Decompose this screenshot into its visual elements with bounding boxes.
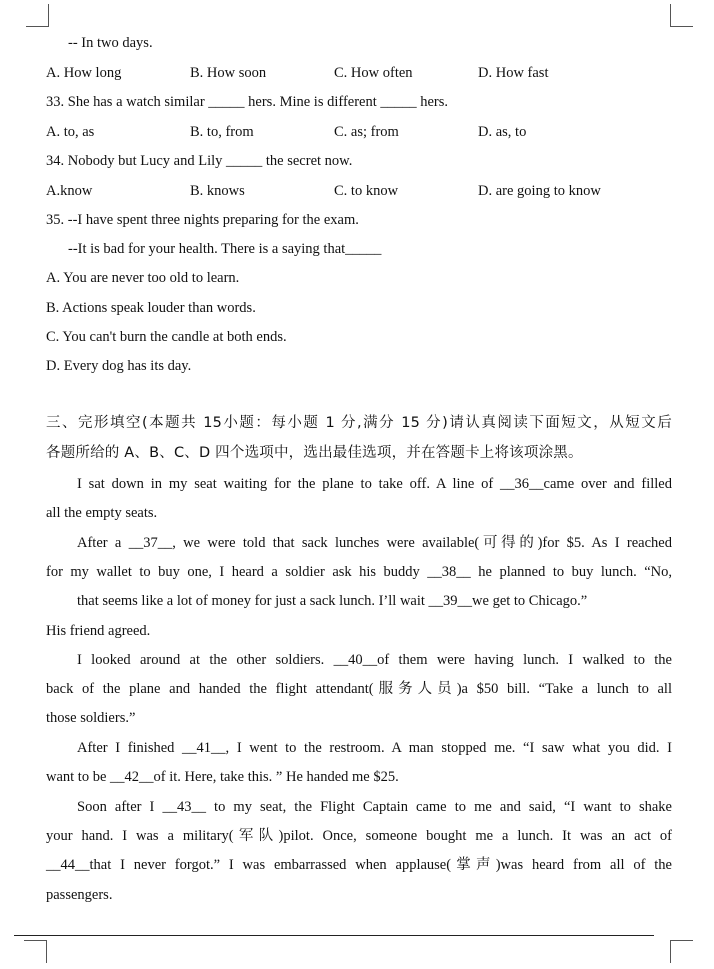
passage-p4-line-1: After I finished __41__, I went to the restroom. A man stopped me. “I saw what you did. I xyxy=(77,740,672,756)
q34-option-c: C. to know xyxy=(334,183,399,199)
section-3-heading-line-1: 三、完形填空(本题共 15小题：每小题 1 分,满分 15 分)请认真阅读下面短文，从短文后 xyxy=(46,415,672,431)
passage-paragraph-5 xyxy=(46,793,672,910)
q33-option-a: A. to, as xyxy=(46,124,95,140)
passage-p5-line-4: passengers. xyxy=(46,886,113,903)
q35-option-a: A. You are never too old to learn. xyxy=(46,270,240,286)
passage-p5-line-3: __44__that I never forgot.” I was embarrassed when applause(掌声)was heard from all of the xyxy=(46,857,672,874)
passage-p4-line-2: want to be __42__of it. Here, take this. ” He handed me $25. xyxy=(46,769,399,786)
q34-option-a: A.know xyxy=(46,183,93,199)
q35-option-c: C. You can't burn the candle at both ends. xyxy=(46,329,287,345)
passage-paragraph-1 xyxy=(46,470,672,528)
page-bottom-rule xyxy=(14,935,654,936)
passage-p5-line-1: Soon after I __43__ to my seat, the Flight Captain came to me and said, “I want to shake xyxy=(77,799,672,815)
q32-option-d: D. How fast xyxy=(478,65,549,81)
crop-mark-bottom-right xyxy=(670,940,693,963)
q32-answer-line: -- In two days. xyxy=(68,35,153,51)
q33-option-d: D. as, to xyxy=(478,124,527,140)
question-35-prompt: 35. --I have spent three nights preparing for the exam. xyxy=(46,212,359,228)
q32-option-b: B. How soon xyxy=(190,65,267,81)
passage-p1-line-2: all the empty seats. xyxy=(46,505,158,522)
question-35-reply: --It is bad for your health. There is a saying that_____ xyxy=(68,241,382,257)
question-33: 33. She has a watch similar _____ hers. Mine is different _____ hers. xyxy=(46,94,449,110)
passage-paragraph-4 xyxy=(46,734,672,792)
crop-mark-top-left xyxy=(26,4,49,27)
q32-option-c: C. How often xyxy=(334,65,413,81)
passage-p3-line-2: back of the plane and handed the flight attendant(服务人员)a $50 bill. “Take a lunch to all xyxy=(46,681,672,698)
passage-p3-line-3: those soldiers.” xyxy=(46,710,136,727)
passage-p3-line-1: I looked around at the other soldiers. __40__of them were having lunch. I walked to the xyxy=(77,652,672,668)
question-34: 34. Nobody but Lucy and Lily _____ the secret now. xyxy=(46,153,353,169)
q35-option-b: B. Actions speak louder than words. xyxy=(46,300,256,316)
passage-p2-line-1: After a __37__, we were told that sack lunches were available(可得的)for $5. As I reached xyxy=(77,535,672,551)
q34-options xyxy=(46,183,686,203)
q32-options xyxy=(46,65,686,85)
q34-option-d: D. are going to know xyxy=(478,183,601,199)
q34-option-b: B. knows xyxy=(190,183,245,199)
q32-option-a: A. How long xyxy=(46,65,122,81)
crop-mark-bottom-left xyxy=(24,940,47,963)
q35-option-d: D. Every dog has its day. xyxy=(46,358,192,374)
section-3-instructions xyxy=(46,408,672,468)
passage-p5-line-2: your hand. I was a military(军队)pilot. Once, someone bought me a lunch. It was an act of xyxy=(46,828,672,845)
passage-paragraph-3 xyxy=(46,646,672,734)
crop-mark-top-right xyxy=(670,4,693,27)
passage-p2-line-3: that seems like a lot of money for just a sack lunch. I’ll wait __39__we get to Chicago.” xyxy=(77,593,588,610)
passage-p2-line-4: His friend agreed. xyxy=(46,622,151,639)
passage-paragraph-2 xyxy=(46,529,672,646)
q33-option-b: B. to, from xyxy=(190,124,254,140)
passage-p1-line-1: I sat down in my seat waiting for the plane to take off. A line of __36__came over and filled xyxy=(77,476,672,492)
q33-option-c: C. as; from xyxy=(334,124,399,140)
section-3-heading-line-2: 各题所给的 A、B、C、D 四个选项中，选出最佳选项，并在答题卡上将该项涂黑。 xyxy=(46,445,583,461)
q33-options xyxy=(46,124,686,144)
passage-p2-line-2: for my wallet to buy one, I heard a soldier ask his buddy __38__ he planned to buy lunch. “No, xyxy=(46,564,672,581)
